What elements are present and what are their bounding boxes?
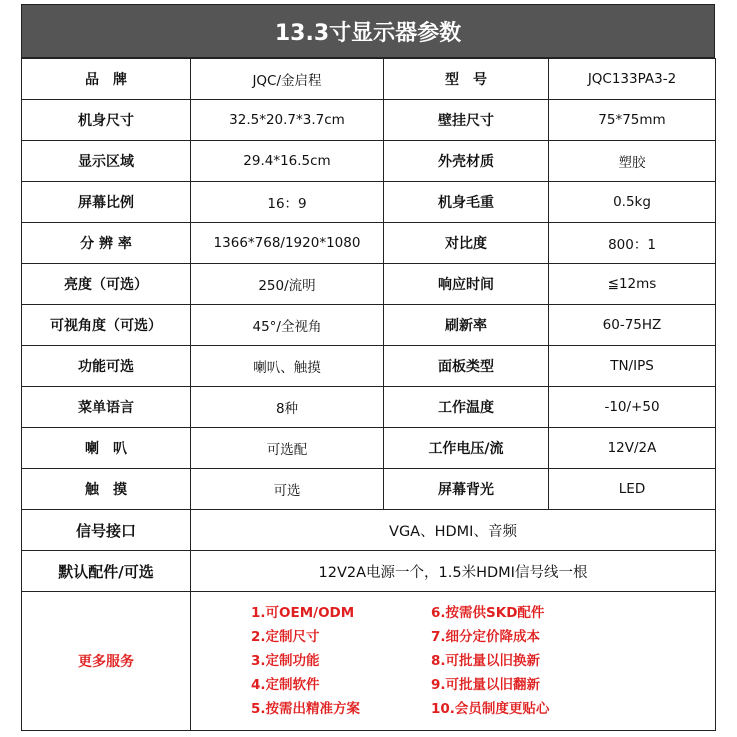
spec-value: JQC/金启程 <box>191 59 384 100</box>
table-row <box>22 264 716 305</box>
spec-label: 工作电压/流 <box>384 428 549 469</box>
spec-label: 机身尺寸 <box>22 100 191 141</box>
service-item: 10.会员制度更贴心 <box>431 701 550 717</box>
spec-label: 对比度 <box>384 223 549 264</box>
services-row <box>22 592 716 731</box>
spec-value: 0.5kg <box>549 182 716 223</box>
service-item: 5.按需出精准方案 <box>251 701 361 717</box>
spec-value: ≦12ms <box>549 264 716 305</box>
spec-value: 1366*768/1920*1080 <box>191 223 384 264</box>
spec-label: 屏幕背光 <box>384 469 549 510</box>
table-row <box>22 346 716 387</box>
spec-value: 45°/全视角 <box>191 305 384 346</box>
spec-label: 喇 叭 <box>22 428 191 469</box>
spec-value: 75*75mm <box>549 100 716 141</box>
spec-label: 机身毛重 <box>384 182 549 223</box>
service-item: 9.可批量以旧翻新 <box>431 677 541 693</box>
spec-label: 外壳材质 <box>384 141 549 182</box>
service-item: 6.按需供SKD配件 <box>431 605 545 621</box>
service-item: 2.定制尺寸 <box>251 629 320 645</box>
spec-value: 29.4*16.5cm <box>191 141 384 182</box>
signal-row <box>22 510 716 551</box>
table-row <box>22 223 716 264</box>
spec-value: 60-75HZ <box>549 305 716 346</box>
spec-table <box>21 58 716 731</box>
spec-table-body <box>22 59 716 731</box>
signal-label: 信号接口 <box>22 510 191 551</box>
spec-label: 屏幕比例 <box>22 182 191 223</box>
table-row <box>22 428 716 469</box>
spec-label: 可视角度（可选） <box>22 305 191 346</box>
spec-label: 菜单语言 <box>22 387 191 428</box>
table-row <box>22 141 716 182</box>
spec-value: 8种 <box>191 387 384 428</box>
service-item: 7.细分定价降成本 <box>431 629 541 645</box>
accessories-value: 12V2A电源一个，1.5米HDMI信号线一根 <box>191 551 716 592</box>
spec-label: 壁挂尺寸 <box>384 100 549 141</box>
service-item: 8.可批量以旧换新 <box>431 653 541 669</box>
table-row <box>22 59 716 100</box>
spec-value: 可选 <box>191 469 384 510</box>
spec-value: 塑胶 <box>549 141 716 182</box>
services-label: 更多服务 <box>22 592 191 731</box>
spec-value: 可选配 <box>191 428 384 469</box>
table-row <box>22 182 716 223</box>
table-row <box>22 387 716 428</box>
spec-value: LED <box>549 469 716 510</box>
table-row <box>22 305 716 346</box>
services-cell <box>191 592 716 731</box>
spec-label: 功能可选 <box>22 346 191 387</box>
spec-label: 显示区域 <box>22 141 191 182</box>
spec-value: -10/+50 <box>549 387 716 428</box>
accessories-label: 默认配件/可选 <box>22 551 191 592</box>
spec-label: 响应时间 <box>384 264 549 305</box>
spec-value: 16：9 <box>191 182 384 223</box>
services-list <box>251 604 715 718</box>
spec-label: 亮度（可选） <box>22 264 191 305</box>
spec-value: 800：1 <box>549 223 716 264</box>
signal-value: VGA、HDMI、音频 <box>191 510 716 551</box>
spec-value: 32.5*20.7*3.7cm <box>191 100 384 141</box>
table-row <box>22 100 716 141</box>
spec-value: TN/IPS <box>549 346 716 387</box>
spec-value: 250/流明 <box>191 264 384 305</box>
spec-label: 触 摸 <box>22 469 191 510</box>
service-item: 1.可OEM/ODM <box>251 605 355 621</box>
spec-label: 分 辨 率 <box>22 223 191 264</box>
service-item: 4.定制软件 <box>251 677 320 693</box>
page-title: 13.3寸显示器参数 <box>21 4 715 58</box>
spec-label: 工作温度 <box>384 387 549 428</box>
spec-sheet <box>21 4 715 731</box>
table-row <box>22 469 716 510</box>
accessories-row <box>22 551 716 592</box>
spec-label: 刷新率 <box>384 305 549 346</box>
spec-label: 面板类型 <box>384 346 549 387</box>
service-item: 3.定制功能 <box>251 653 320 669</box>
spec-value: 喇叭、触摸 <box>191 346 384 387</box>
spec-value: 12V/2A <box>549 428 716 469</box>
spec-value: JQC133PA3-2 <box>549 59 716 100</box>
spec-label: 品 牌 <box>22 59 191 100</box>
spec-label: 型 号 <box>384 59 549 100</box>
